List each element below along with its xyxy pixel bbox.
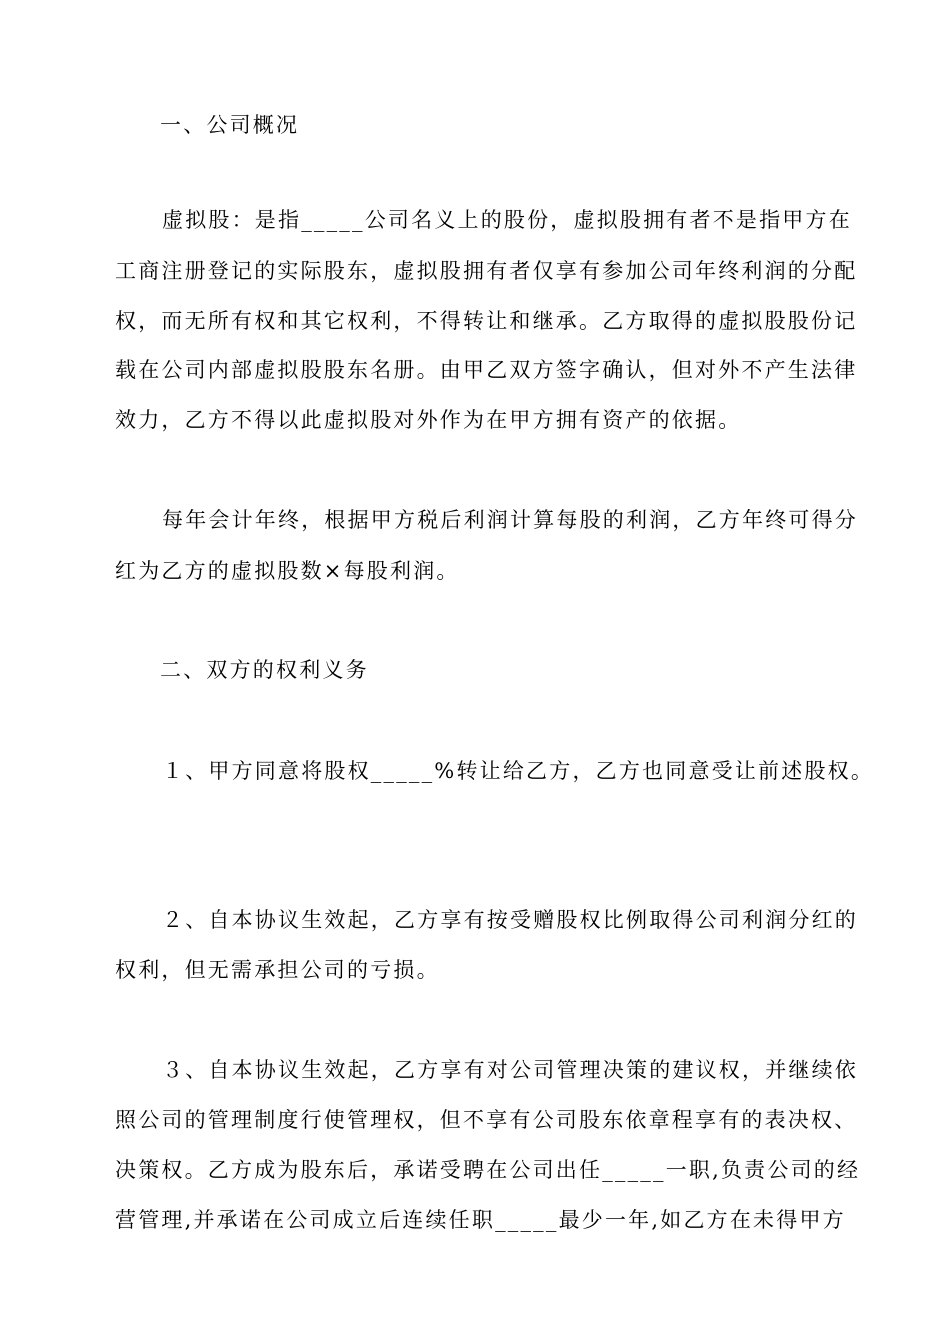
paragraph-line: 工商注册登记的实际股东，虚拟股拥有者仅享有参加公司年终利润的分配 [115, 259, 858, 283]
paragraph-line: 虚拟股：是指_____公司名义上的股份，虚拟股拥有者不是指甲方在 [162, 208, 852, 232]
list-item-3-line: 决策权。乙方成为股东后，承诺受聘在公司出任_____一职,负责公司的经 [115, 1158, 861, 1182]
section-heading-rights-obligations: 二、双方的权利义务 [160, 658, 369, 682]
paragraph-line: 每年会计年终，根据甲方税后利润计算每股的利润，乙方年终可得分 [162, 508, 858, 532]
paragraph-line: 红为乙方的虚拟股数×每股利润。 [115, 559, 460, 583]
paragraph-line: 效力，乙方不得以此虚拟股对外作为在甲方拥有资产的依据。 [115, 408, 742, 432]
list-item-1: １、甲方同意将股权_____%转让给乙方，乙方也同意受让前述股权。 [162, 759, 875, 783]
list-item-2-line: ２、自本协议生效起，乙方享有按受赠股权比例取得公司利润分红的 [162, 908, 858, 932]
paragraph-line: 载在公司内部虚拟股股东名册。由甲乙双方签字确认，但对外不产生法律 [115, 358, 858, 382]
list-item-2-line: 权利，但无需承担公司的亏损。 [115, 958, 440, 982]
paragraph-line: 权，而无所有权和其它权利，不得转让和继承。乙方取得的虚拟股股份记 [115, 309, 858, 333]
list-item-3-line: ３、自本协议生效起，乙方享有对公司管理决策的建议权，并继续依 [162, 1058, 858, 1082]
list-item-3-line: 照公司的管理制度行使管理权，但不享有公司股东依章程享有的表决权、 [115, 1108, 858, 1132]
section-heading-company-overview: 一、公司概况 [160, 113, 300, 137]
list-item-3-line: 营管理,并承诺在公司成立后连续任职_____最少一年,如乙方在未得甲方 [115, 1208, 846, 1232]
